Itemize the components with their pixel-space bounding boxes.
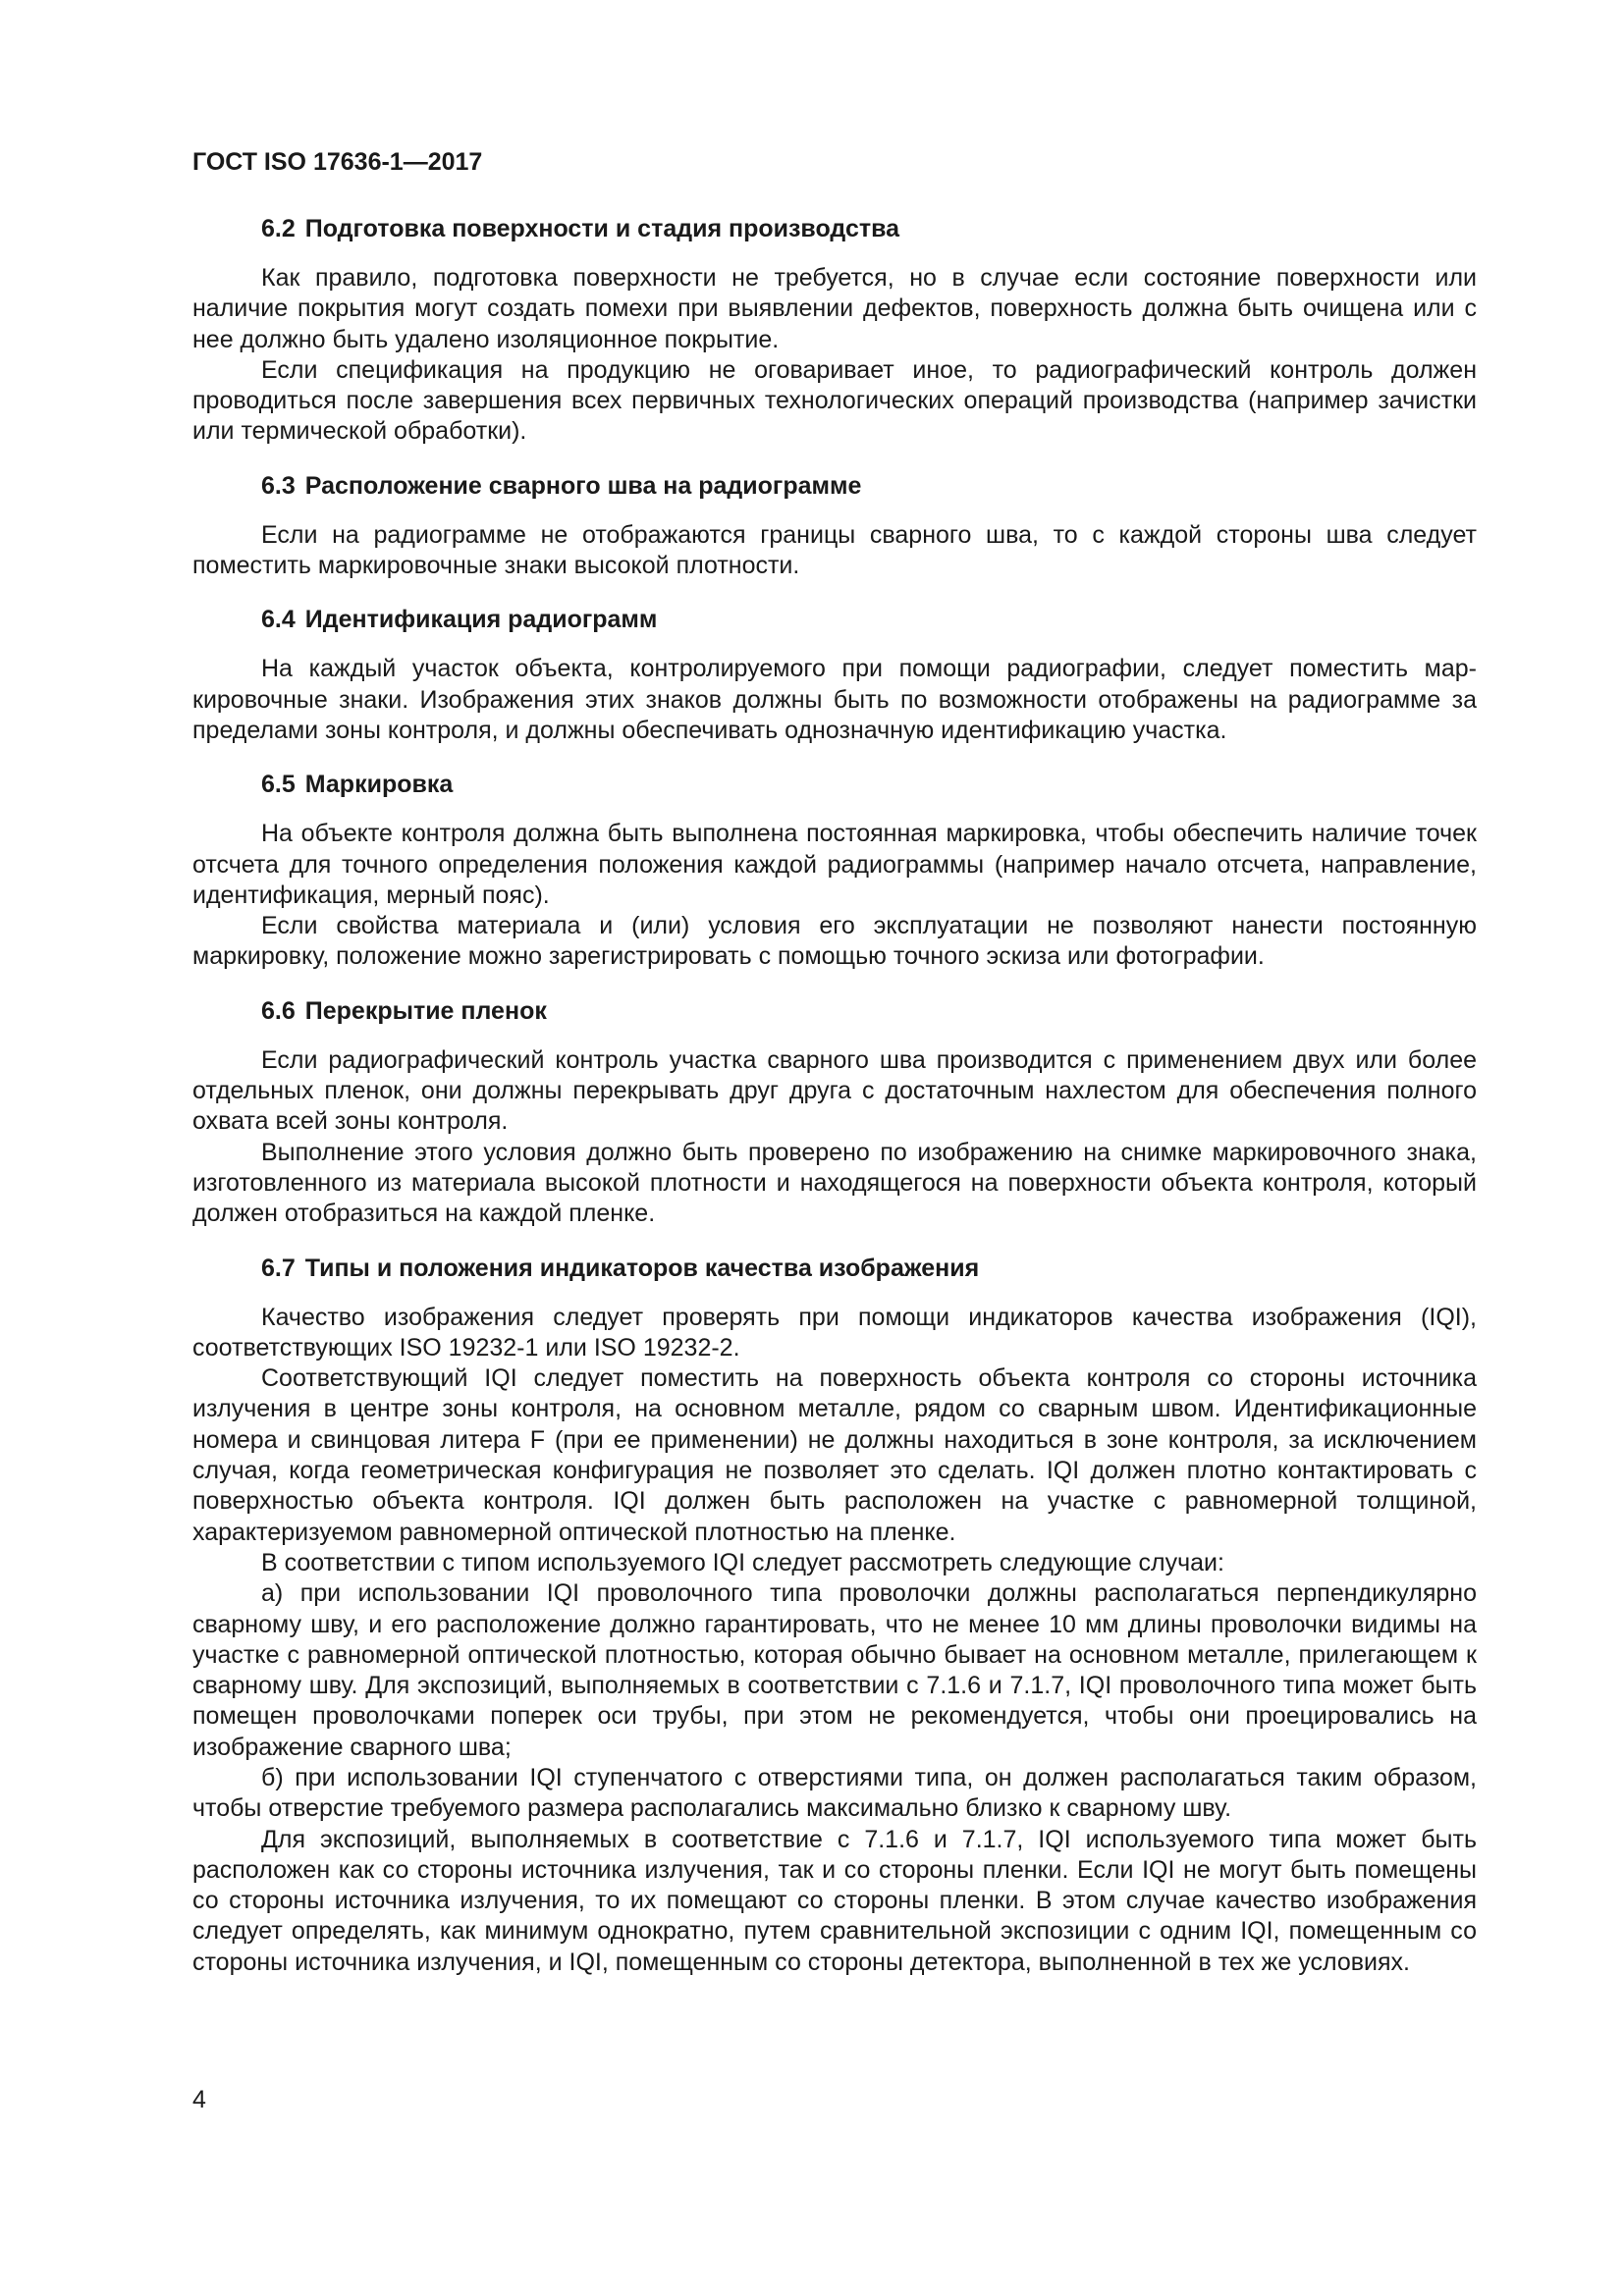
section-6-2 [192, 214, 1477, 448]
document-header: ГОСТ ISO 17636-1—2017 [192, 148, 483, 176]
paragraph: Если на радиограмме не отображаются границы сварного шва, то с каждой стороны шва следует поместить маркировочные знаки высокой плотности. [192, 520, 1477, 580]
section-number: 6.3 [261, 471, 296, 500]
paragraph: Соответствующий IQI следует поместить на поверхность объекта контроля со стороны источника излучения в центре зоны контроля, на основном металле, рядом со сварным швом. Идентификационные номера и свинцовая литера F (при ее применении) не должны находиться в зоне контроля, за исключением случая, когда геометрическая конфигурация не позволяет это сделать. IQI должен плотно контактировать с поверхностью объекта контроля. IQI должен быть расположен на участке с равномерной толщиной, характеризуемом равномерной оптической плотностью на пленке. [192, 1364, 1477, 1546]
section-number: 6.5 [261, 771, 296, 799]
paragraph: Если радиографический контроль участка сварного шва производится с применением двух или более отдельных пленок, они должны перекрывать друг друга с достаточным нахлестом для обеспечения полного охвата всей зоны контроля. [192, 1045, 1477, 1136]
section-6-4 [192, 605, 1477, 746]
paragraph: На объекте контроля должна быть выполнена постоянная маркировка, чтобы обеспечить наличие точек отсчета для точного определения положения каждой радиограммы (например начало отсчета, направление, идентификация, мерный пояс). [192, 820, 1477, 909]
section-6-5 [192, 770, 1477, 972]
paragraph: На каждый участок объекта, контролируемого при помощи радиографии, следует поместить маркировочные знаки. Изображения этих знаков должны быть по возможности отображены на радиограмме за пределами зоны контроля, и должны обеспечивать однозначную идентификацию участка. [192, 655, 1477, 744]
document-page [192, 147, 1477, 2002]
section-6-3 [192, 471, 1477, 582]
paragraph: Для экспозиций, выполняемых в соответствие с 7.1.6 и 7.1.7, IQI используемого типа может быть расположен как со стороны источника излучения, так и со стороны пленки. Если IQI не могут быть помещены со стороны источника излучения, то их помещают со стороны пленки. В этом случае качество изображения следует определять, как минимум однократно, путем сравнительной экспозиции с одним IQI, помещенным со стороны источника излучения, и IQI, помещенным со стороны детектора, выполненной в тех же условиях. [192, 1825, 1477, 1976]
paragraph: Если спецификация на продукцию не оговаривает иное, то радиографический контроль должен проводиться после завершения всех первичных технологических операций производства (например зачистки или термической обработки). [192, 355, 1477, 446]
section-heading: Подготовка поверхности и стадия производства [304, 215, 900, 242]
paragraph: Качество изображения следует проверять при помощи индикаторов качества изображения (IQI), соответствующих ISO 19232-1 или ISO 19232-2. [192, 1303, 1477, 1362]
list-item-a: а) при использовании IQI проволочного типа проволочки должны располагаться перпендикулярно сварному шву, и его расположение должно гарантировать, что не менее 10 мм длины проволочки видимы на участке с равномерной оптической плотностью, которая обычно бывает на основном металле, прилегающем к сварному шву. Для экспозиций, выполняемых в соответствии с 7.1.6 и 7.1.7, IQI проволочного типа может быть помещен проволочками поперек оси трубы, при этом не рекомендуется, чтобы они проецировались на изображение сварного шва; [192, 1579, 1477, 1761]
section-number: 6.4 [261, 606, 296, 634]
section-heading: Маркировка [304, 771, 454, 799]
section-number: 6.7 [261, 1254, 296, 1282]
paragraph: Как правило, подготовка поверхности не требуется, но в случае если состояние поверхности или наличие покрытия могут создать помехи при выявлении дефектов, поверхность должна быть очищена или с нее должно быть удалено изоляционное покрытие. [192, 264, 1477, 353]
section-title [192, 471, 1477, 502]
section-heading: Типы и положения индикаторов качества изображения [304, 1254, 980, 1282]
page-number: 4 [192, 2086, 206, 2113]
section-number: 6.6 [261, 996, 296, 1025]
section-heading: Расположение сварного шва на радиограмме [304, 471, 862, 500]
paragraph: В соответствии с типом используемого IQI следует рассмотреть следующие случаи: [261, 1548, 1224, 1576]
section-title [192, 214, 1477, 244]
list-item-b: б) при использовании IQI ступенчатого с отверстиями типа, он должен располагаться таким образом, чтобы отверстие требуемого размера располагались максимально близко к сварному шву. [192, 1763, 1477, 1823]
paragraph: Если свойства материала и (или) условия его эксплуатации не позволяют нанести постоянную маркировку, положение можно зарегистрировать с помощью точного эскиза или фотографии. [192, 912, 1477, 971]
paragraph: Выполнение этого условия должно быть проверено по изображению на снимке маркировочного знака, изготовленного из материала высокой плотности и находящегося на поверхности объекта контроля, который должен отобразиться на каждой пленке. [192, 1138, 1477, 1228]
section-6-6 [192, 996, 1477, 1230]
section-title [192, 1254, 1477, 1284]
section-6-7 [192, 1254, 1477, 1979]
section-title [192, 770, 1477, 800]
section-number: 6.2 [261, 215, 296, 242]
section-title [192, 996, 1477, 1027]
section-heading: Перекрытие пленок [304, 996, 547, 1025]
section-title [192, 605, 1477, 635]
section-heading: Идентификация радиограмм [304, 606, 658, 634]
